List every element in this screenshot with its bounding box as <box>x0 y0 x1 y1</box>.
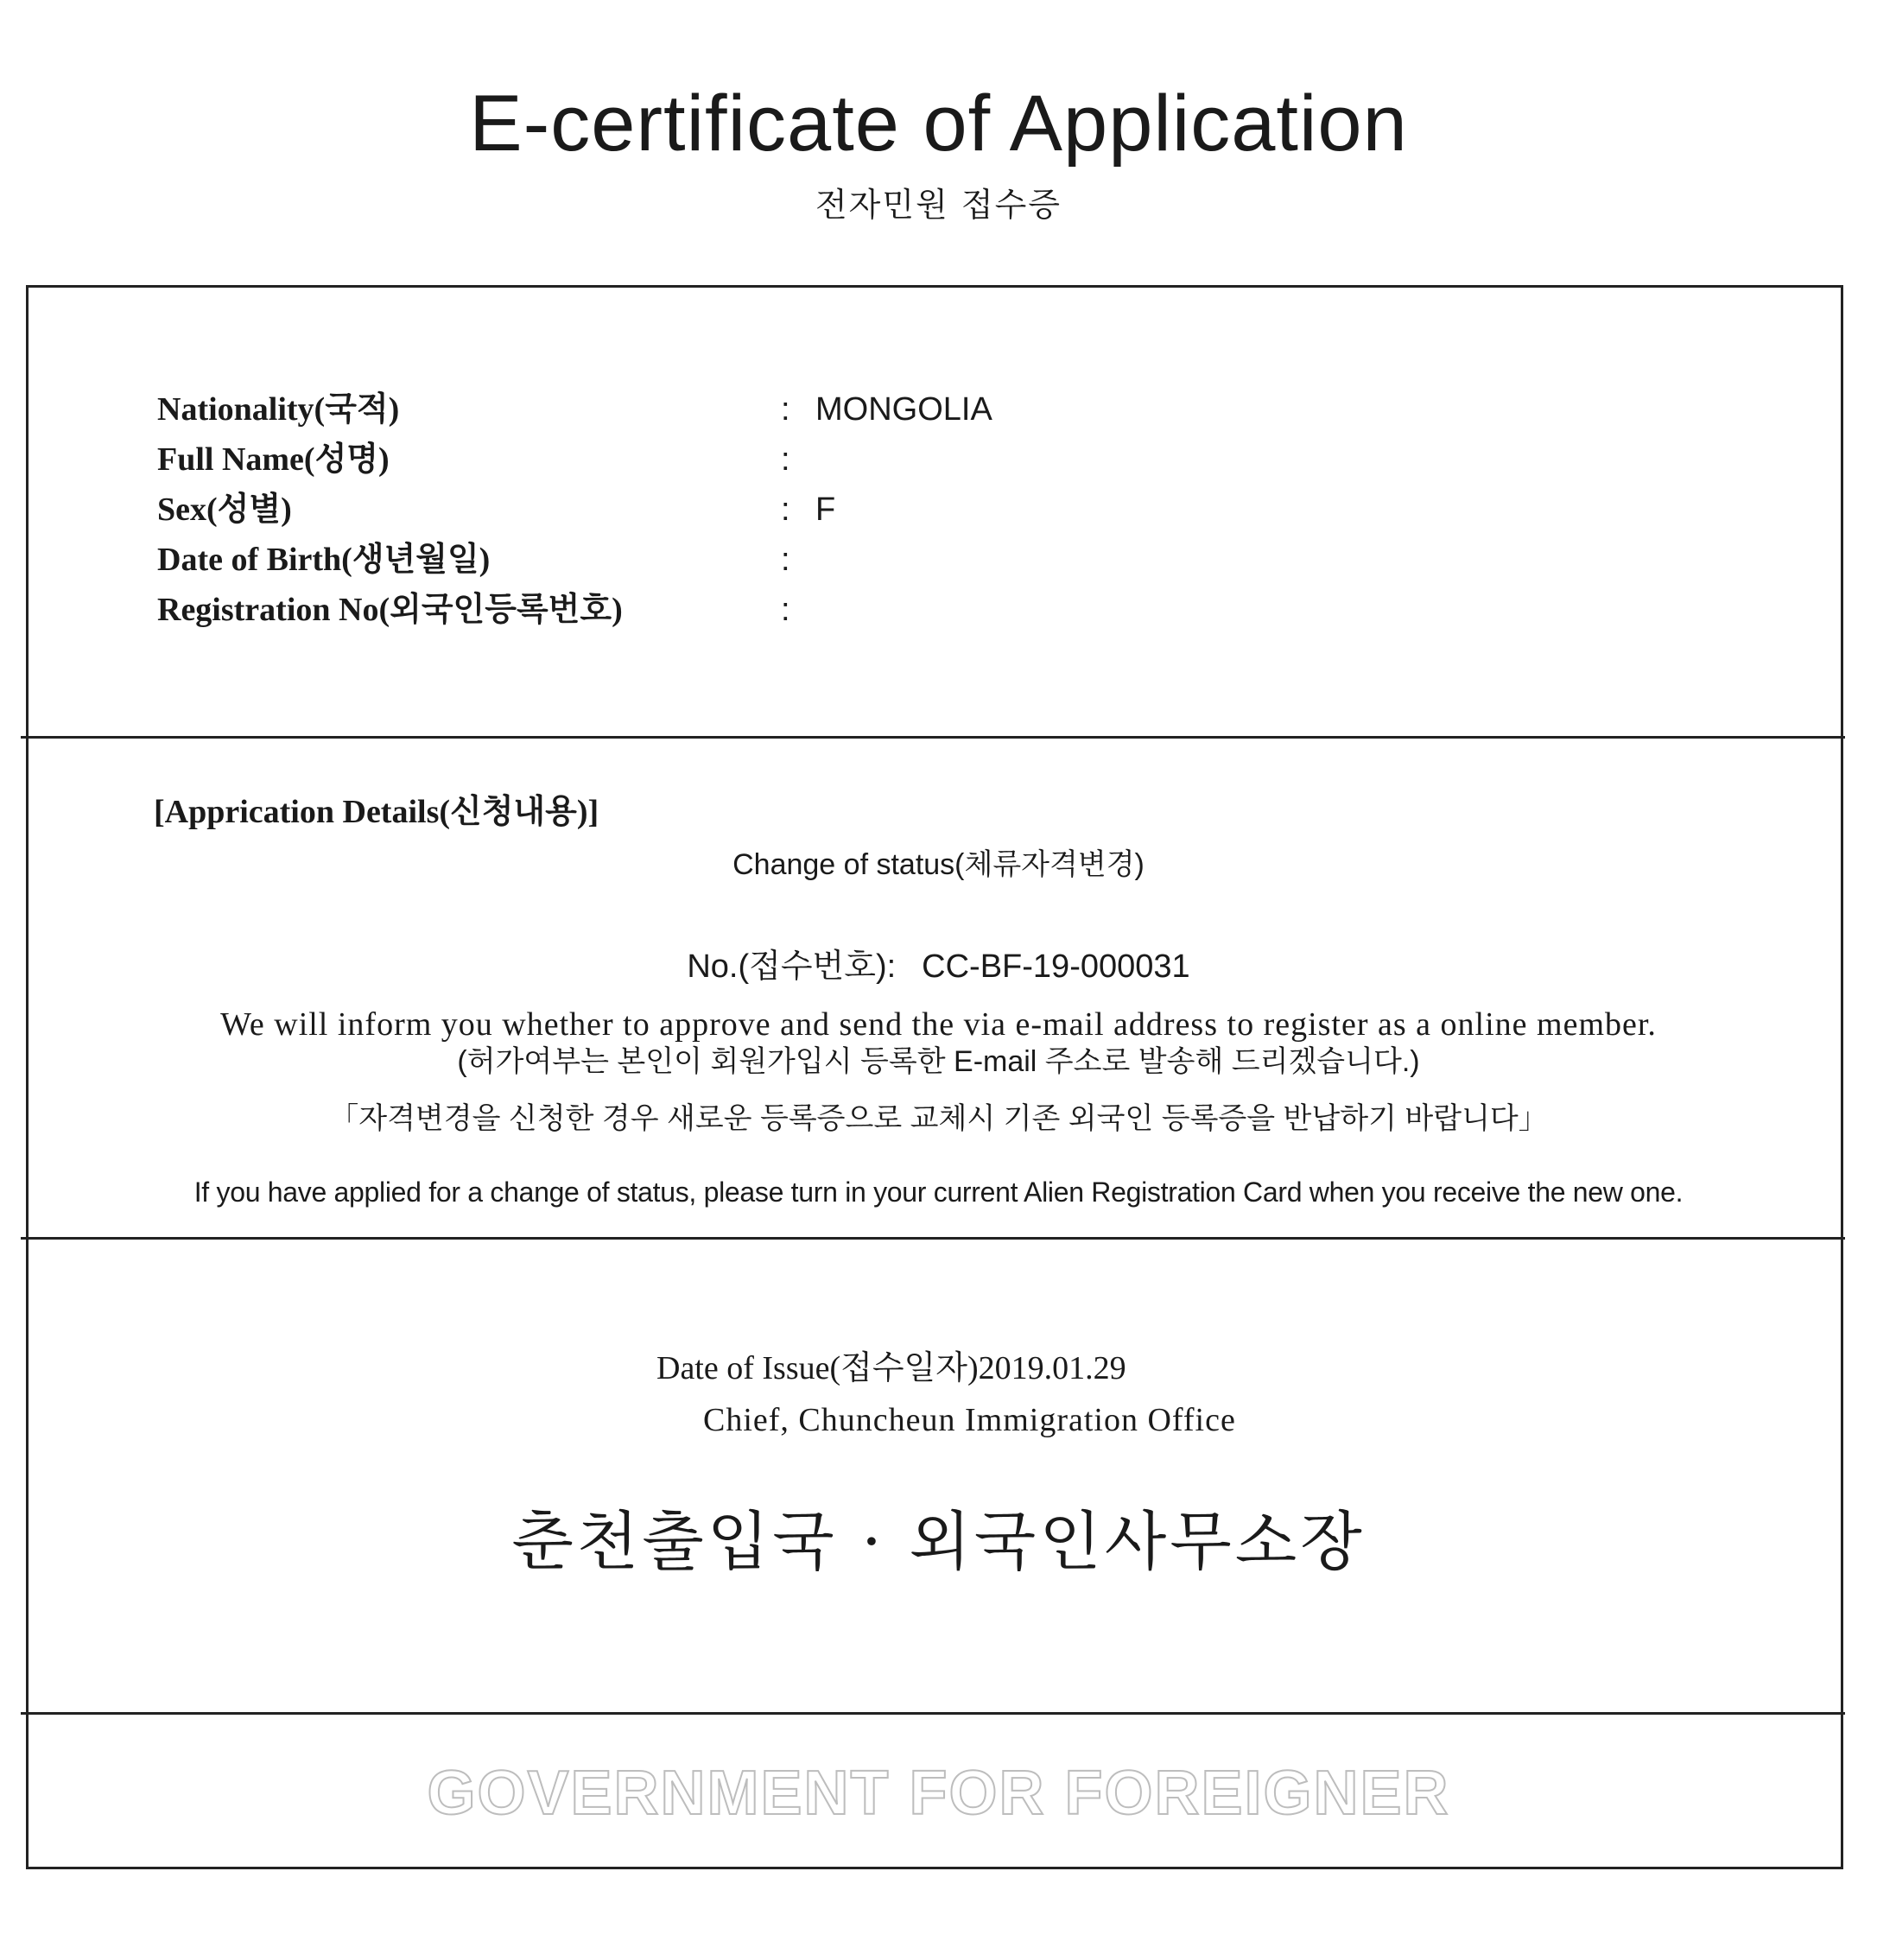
application-number-value: CC-BF-19-000031 <box>922 948 1190 985</box>
issuing-office-korean: 춘천출입국 · 외국인사무소장 <box>511 1505 1366 1579</box>
status-notice-ko: 「자격변경을 신청한 경우 새로운 등록증으로 교체시 기존 외국인 등록증을 반납하기 바랍니다」 <box>329 1102 1548 1135</box>
field-row-sex <box>157 485 1712 534</box>
field-label: Registration No(외국인등록번호) <box>157 592 623 628</box>
field-colon: : <box>781 592 790 628</box>
document-subtitle: 전자민원 접수증 <box>815 186 1062 224</box>
date-of-issue-value: 2019.01.29 <box>978 1350 1126 1386</box>
field-colon: : <box>781 492 790 528</box>
field-label: Nationality(국적) <box>157 391 400 428</box>
notice-email-ko: (허가여부는 본인이 회원가입시 등록한 E-mail 주소로 발송해 드리겠습니다.) <box>457 1045 1420 1078</box>
field-colon: : <box>781 542 790 578</box>
application-number-label: No.(접수번호): <box>687 948 897 985</box>
section-divider-3 <box>21 1712 1845 1715</box>
application-type: Change of status(체류자격변경) <box>732 848 1145 881</box>
field-row-date-of-birth <box>157 536 1712 584</box>
field-row-registration-no <box>157 586 1712 634</box>
date-of-issue <box>656 1342 1126 1394</box>
field-colon: : <box>781 391 790 428</box>
application-number <box>0 943 1877 990</box>
issuing-office: Chief, Chuncheun Immigration Office <box>703 1402 1236 1438</box>
date-of-issue-label: Date of Issue(접수일자) <box>656 1350 979 1386</box>
field-value: F <box>815 492 836 528</box>
field-label: Full Name(성명) <box>157 441 390 478</box>
field-label: Date of Birth(생년월일) <box>157 542 491 578</box>
field-value: MONGOLIA <box>815 391 992 428</box>
field-row-nationality <box>157 385 1712 434</box>
status-notice-en: If you have applied for a change of status, please turn in your current Alien Registration Card when you receive the new one. <box>193 1177 1684 1208</box>
government-watermark: GOVERNMENT FOR FOREIGNER <box>427 1759 1450 1828</box>
section-divider-1 <box>21 736 1845 739</box>
notice-email-en: We will inform you whether to approve and send the via e-mail address to register as a online member. <box>220 1006 1657 1043</box>
field-colon: : <box>781 441 790 478</box>
document-title: E-certificate of Application <box>469 79 1408 168</box>
field-label: Sex(성별) <box>157 492 292 528</box>
field-row-full-name <box>157 435 1712 484</box>
section-divider-2 <box>21 1237 1845 1240</box>
application-details-heading: [Apprication Details(신청내용)] <box>154 794 599 830</box>
